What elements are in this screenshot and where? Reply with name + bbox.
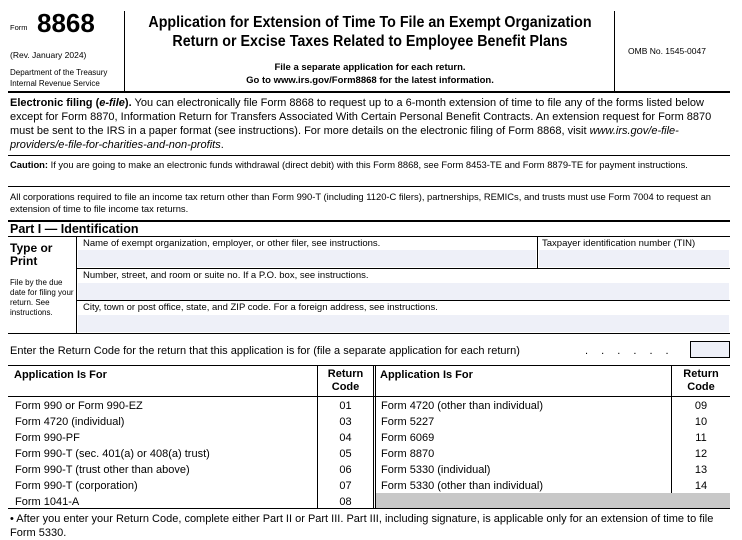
caution-label: Caution: — [10, 159, 49, 170]
efile-paragraph: Electronic filing (e-file). You can electronically file Form 8868 to request up to a 6-month extension of time to file any of the forms listed below except for Form 8870, Information Return for Transfers Associated With Certain Personal Benefit Contracts. An extension request for Form 8870 must be sent to the IRS in a paper format (see instructions). For more details on the electronic filing of Form 8868, visit www.irs.gov/e-file-providers/e-file-for-charities-and-non-profits. — [10, 97, 712, 151]
list-item: Form 6069 — [381, 432, 435, 444]
col-header-return-code-right: Return Code — [683, 368, 719, 393]
list-item: Form 5227 — [381, 416, 435, 428]
department-line-2: Internal Revenue Service — [10, 79, 100, 88]
return-code: 03 — [339, 416, 352, 428]
omb-number: OMB No. 1545-0047 — [628, 46, 706, 56]
list-item: Form 4720 (other than individual) — [381, 400, 544, 412]
return-code: 01 — [339, 400, 352, 412]
list-item: Form 5330 (other than individual) — [381, 480, 544, 492]
department-line-1: Department of the Treasury — [10, 68, 108, 77]
street-address-label: Number, street, and room or suite no. If a P.O. box, see instructions. — [83, 270, 369, 281]
efile-heading: Electronic filing (e-file). — [10, 97, 132, 109]
list-item: Form 990-T (sec. 401(a) or 408(a) trust) — [15, 448, 210, 460]
org-name-input[interactable] — [78, 250, 536, 267]
city-state-zip-label: City, town or post office, state, and ZIP code. For a foreign address, see instructions. — [83, 302, 438, 313]
caution-note — [10, 159, 730, 171]
type-or-print-label: Type or Print — [10, 241, 53, 268]
list-item: Form 4720 (individual) — [15, 416, 125, 428]
org-name-label: Name of exempt organization, employer, or other filer, see instructions. — [83, 238, 381, 249]
return-code: 06 — [339, 464, 352, 476]
tin-label: Taxpayer identification number (TIN) — [542, 238, 696, 249]
return-code: 09 — [694, 400, 708, 412]
bullet-note: • After you enter your Return Code, complete either Part II or Part III. Part III, including signature, is applicable only for an extension of time to file Form 5330. — [10, 513, 714, 539]
city-state-zip-input[interactable] — [78, 315, 729, 332]
list-item: Form 1041-A — [15, 496, 80, 508]
form-number: 8868 — [37, 8, 95, 38]
tin-input[interactable] — [539, 250, 729, 267]
return-code: 04 — [339, 432, 352, 444]
list-item: Form 990-T (trust other than above) — [15, 464, 190, 476]
return-code-prompt: Enter the Return Code for the return that this application is for (file a separate application for each return) — [10, 345, 520, 357]
title-line-1: Application for Extension of Time To File an Exempt Organization — [148, 14, 592, 31]
form-subtitle — [126, 61, 614, 87]
return-code: 12 — [694, 448, 708, 460]
empty-shaded-row — [376, 493, 730, 508]
list-item: Form 990-T (corporation) — [15, 480, 138, 492]
form-label: Form — [10, 23, 28, 32]
list-item: Form 5330 (individual) — [381, 464, 491, 476]
return-code: 13 — [694, 464, 708, 476]
return-code: 08 — [339, 496, 352, 508]
revision-date: (Rev. January 2024) — [10, 50, 87, 60]
efile-text: You can electronically file Form 8868 to request up to a 6-month extension of time to file any of the forms listed below except for Form 8870, Information Return for Transfers Associated With Certain Personal Benefit Contracts. An extension request for Form 8870 must be sent to the IRS in a paper format (see instructions). For more details on the electronic filing of Form 8868, visit — [10, 97, 712, 137]
subtitle-line-2: Go to www.irs.gov/Form8868 for the latest information. — [246, 75, 494, 86]
list-item: Form 990-PF — [15, 432, 80, 444]
street-address-input[interactable] — [78, 283, 729, 300]
due-date-note: File by the due date for filing your return. See instructions. — [10, 278, 74, 317]
col-header-return-code: Return Code — [327, 368, 364, 393]
efile-url[interactable]: www.irs.gov/e-file-providers/e-file-for-charities-and-non-profits — [10, 125, 679, 151]
title-line-2: Return or Excise Taxes Related to Employee Benefit Plans — [172, 33, 568, 50]
return-code: 14 — [694, 480, 708, 492]
corporations-note: All corporations required to file an income tax return other than Form 990-T (including 1120-C filers), partnerships, REMICs, and trusts must use Form 7004 to request an extension of time to file income tax returns. — [10, 191, 712, 214]
return-code: 11 — [695, 432, 707, 444]
subtitle-line-1: File a separate application for each return. — [274, 62, 466, 73]
return-code-input[interactable] — [690, 341, 730, 358]
caution-text: If you are going to make an electronic funds withdrawal (direct debit) with this Form 8868, see Form 8453-TE and Form 8879-TE for payment instructions. — [48, 159, 688, 170]
list-item: Form 8870 — [381, 448, 435, 460]
list-item: Form 990 or Form 990-EZ — [15, 400, 143, 412]
return-code: 05 — [339, 448, 352, 460]
leader-dots: . . . . . . — [585, 345, 674, 357]
part-1-heading: Part I — Identification — [10, 222, 139, 236]
return-code: 07 — [339, 480, 352, 492]
col-header-application-right: Application Is For — [380, 369, 473, 381]
return-code: 10 — [694, 416, 708, 428]
form-title — [146, 13, 595, 51]
col-header-application: Application Is For — [14, 369, 107, 381]
